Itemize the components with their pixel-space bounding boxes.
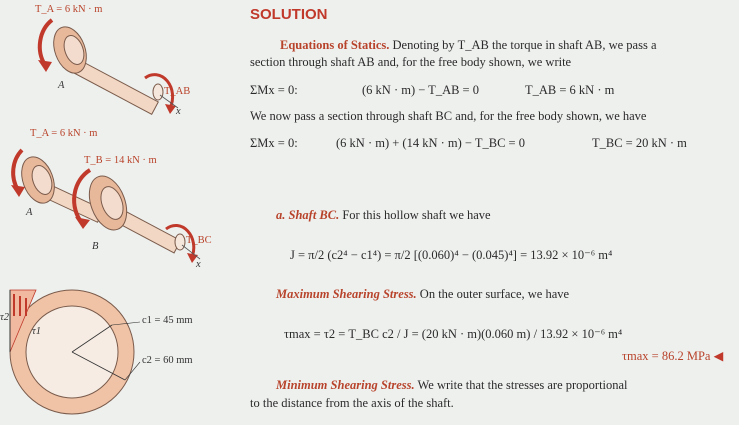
figure-cross-section: [0, 280, 240, 420]
solution-title: SOLUTION: [250, 6, 328, 23]
max-stress-intro: On the outer surface, we have: [419, 287, 570, 301]
shaft-bc-diagram: [0, 125, 240, 280]
min-stress-line: [276, 378, 628, 393]
tau-max-value: τmax = 86.2 MPa: [622, 349, 711, 363]
eq1-result: T_AB = 6 kN · m: [525, 83, 615, 97]
eq-intro-2: section through shaft AB and, for the free body shown, we write: [250, 55, 572, 69]
polar-moment-equation: J = π/2 (c2⁴ − c1⁴) = π/2 [(0.060)⁴ − (0.045)⁴] = 13.92 × 10⁻⁶ m⁴: [290, 248, 613, 262]
c2-label: c2 = 60 mm: [142, 355, 193, 366]
min-stress-intro-2: to the distance from the axis of the shaft.: [250, 396, 454, 410]
tau-max-equation: τmax = τ2 = T_BC c2 / J = (20 kN · m)(0.060 m) / 13.92 × 10⁻⁶ m⁴: [284, 327, 623, 341]
figure-column: [0, 0, 240, 420]
tau1-label: τ1: [32, 326, 42, 337]
shaft-bc-line: [276, 208, 491, 223]
axis-x-label: x: [176, 106, 181, 117]
torque-a-label-2: T_A = 6 kN · m: [30, 128, 98, 139]
point-b-label: B: [92, 241, 99, 252]
max-stress-heading: Maximum Shearing Stress.: [276, 287, 417, 301]
shaft-ab-diagram: [0, 0, 240, 125]
torque-bc-label: T_BC: [186, 235, 212, 246]
eq-intro-3: We now pass a section through shaft BC and, for the free body shown, we have: [250, 109, 647, 123]
answer-marker-icon: ◀: [713, 349, 724, 363]
figure-shaft-bc: [0, 125, 240, 280]
torque-a-label: T_A = 6 kN · m: [35, 4, 103, 15]
eq2-lhs: ΣMx = 0:: [250, 136, 298, 150]
min-stress-intro-1: We write that the stresses are proportional: [417, 378, 628, 392]
eq2-mid: (6 kN · m) + (14 kN · m) − T_BC = 0: [336, 136, 525, 150]
eq1-lhs: ΣMx = 0:: [250, 83, 298, 97]
min-stress-heading: Minimum Shearing Stress.: [276, 378, 415, 392]
eq-intro-1: Denoting by T_AB the torque in shaft AB, we pass a: [392, 38, 657, 52]
c1-label: c1 = 45 mm: [142, 315, 193, 326]
max-stress-line: [276, 287, 569, 302]
figure-shaft-ab: [0, 0, 240, 125]
point-a-label: A: [58, 80, 65, 91]
solution-text: [250, 0, 739, 420]
torque-b-label: T_B = 14 kN · m: [84, 155, 157, 166]
point-a-label-2: A: [26, 207, 33, 218]
cross-section-diagram: [0, 280, 240, 420]
eq1-mid: (6 kN · m) − T_AB = 0: [362, 83, 479, 97]
tau2-label: τ2: [0, 312, 10, 323]
eq-paragraph-line-1: [280, 38, 657, 53]
torque-ab-label: T_AB: [164, 86, 191, 97]
eq2-result: T_BC = 20 kN · m: [592, 136, 687, 150]
equations-heading: Equations of Statics.: [280, 38, 390, 52]
tau-max-result: [622, 348, 723, 364]
shaft-bc-intro: For this hollow shaft we have: [342, 208, 491, 222]
axis-x-label-2: x: [196, 259, 201, 270]
shaft-bc-heading: a. Shaft BC.: [276, 208, 340, 222]
